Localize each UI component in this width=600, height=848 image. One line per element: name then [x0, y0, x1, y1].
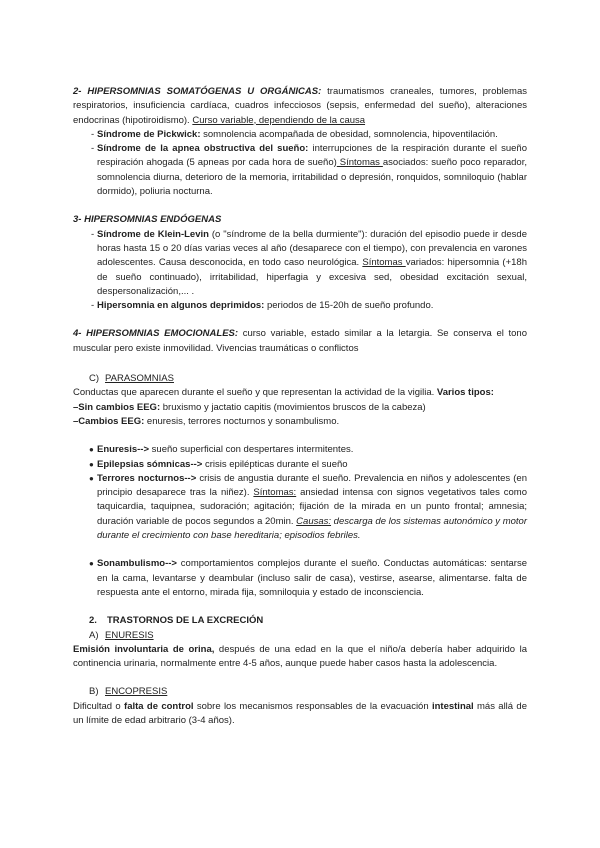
excrecion-heading	[73, 614, 527, 628]
list-item	[73, 557, 527, 600]
list-item	[73, 128, 527, 142]
dash-marker: -	[91, 228, 95, 240]
dash-marker: -	[91, 128, 95, 140]
encopresis-part: sobre los mecanismos responsables de la evacuación	[193, 700, 432, 712]
types-label: Varios tipos:	[436, 387, 494, 399]
parasomnias-heading	[73, 372, 527, 386]
heading-title: TRASTORNOS DE LA EXCRECIÓN	[107, 615, 264, 627]
item-term: Terrores nocturnos-->	[97, 472, 197, 484]
list-item	[73, 142, 527, 199]
eeg-text: bruxismo y jactatio capitis (movimientos bruscos de la cabeza)	[160, 401, 426, 413]
bullet-marker: ●	[89, 473, 94, 483]
underlined-label: Causas:	[296, 515, 332, 527]
section-text: traumatismos craneales, tumores, problemas respiratorios, insuficiencia cardíaca, cuadros infecciosos (sepsis, enfermedad del sueño), alteraciones endocrinas (hipotiroidismo).	[73, 86, 528, 126]
underlined-label: Síntomas:	[253, 487, 297, 499]
somatogenas-list	[73, 128, 527, 199]
section-title: 2- HIPERSOMNIAS SOMATÓGENAS U ORGÁNICAS:	[73, 86, 322, 97]
section-hipersomnias-endogenas	[73, 213, 527, 227]
item-text: crisis de angustia durante el sueño. Prevalencia en niños y adolescentes (en principio desaparece tras la niñez).	[97, 472, 527, 499]
item-term: Síndrome de Pickwick:	[97, 128, 201, 140]
section-text: curso variable, estado similar a la letargia. Se conserva el tono muscular pero existe inmovilidad. Vivencias traumáticas o conflictos	[73, 328, 527, 354]
intro-text: Conductas que aparecen durante el sueño y que representan la actividad de la vigilia.	[73, 387, 437, 399]
enuresis-heading	[73, 629, 527, 643]
item-term: Síndrome de la apnea obstructiva del sueño:	[97, 143, 309, 155]
list-item	[73, 458, 527, 472]
eeg-line-2	[73, 415, 527, 429]
encopresis-bold: falta de control	[124, 700, 194, 712]
document-page	[73, 85, 527, 728]
item-text: (o "síndrome de la bella durmiente"): duración del episodio puede ir desde horas hasta 15 o 20 días varias veces al año (desaparece con el tiempo), con prevalencia en varones adolescentes. Causa desconocida, en todo caso neurológica.	[97, 228, 527, 269]
eeg-text: enuresis, terrores nocturnos y sonambulismo.	[144, 415, 340, 427]
parasomnias-intro	[73, 386, 527, 400]
section-hipersomnias-emocionales	[73, 327, 527, 356]
encopresis-part: más allá de un límite de edad arbitrario (3-4 años).	[73, 700, 527, 726]
dash-marker: -	[91, 143, 95, 155]
heading-number: 2.	[89, 615, 97, 627]
item-text: interrupciones de la respiración durante el sueño respiración ahogada (5 apneas por cada hora de sueño)	[97, 143, 527, 169]
section-title: 4- HIPERSOMNIAS EMOCIONALES:	[73, 328, 239, 340]
eeg-line-1	[73, 401, 527, 415]
enuresis-text	[73, 643, 527, 672]
bullet-marker: ●	[89, 559, 94, 569]
item-term: Hipersomnia en algunos deprimidos:	[97, 300, 265, 312]
item-text-continued: variados: hipersomnia (+18h de sueño continuado), irritabilidad, hiperfagia y excesiva sed, obesidad excitación sexual, despersonalización,... .	[97, 257, 527, 297]
dash-marker: -	[91, 300, 95, 312]
item-text: comportamientos complejos durante el sueño. Conductas automáticas: sentarse en la cama, levantarse y deambular (incluso salir de casa), vestirse, asearse, alimentarse. falta de respuesta ante el entorno, mirada fija, somniloquia y estado de inconsciencia.	[97, 558, 527, 598]
heading-title: ENURESIS	[105, 629, 154, 641]
section-title: 3- HIPERSOMNIAS ENDÓGENAS	[73, 214, 222, 226]
underlined-text: Curso variable, dependiendo de la causa	[192, 114, 366, 126]
heading-title: ENCOPRESIS	[105, 686, 168, 698]
heading-label: C)	[89, 373, 100, 385]
enuresis-term: Emisión involuntaria de orina,	[73, 643, 215, 655]
encopresis-bold: intestinal	[431, 700, 474, 712]
item-text-italic: descarga de los sistemas autonómico y motor durante el crecimiento con base hereditaria; episodios febriles.	[97, 515, 527, 542]
endogenas-list	[73, 228, 527, 314]
underlined-label: Síntomas	[336, 157, 383, 169]
encopresis-text	[73, 700, 527, 729]
list-item	[73, 443, 527, 457]
underlined-label: Síntomas	[362, 257, 406, 269]
parasomnias-list	[73, 443, 527, 600]
heading-label: B)	[89, 686, 99, 698]
encopresis-part: Dificultad o	[73, 700, 125, 712]
list-item	[73, 472, 527, 543]
heading-label: A)	[89, 629, 99, 641]
item-term: Síndrome de Klein-Levin	[97, 228, 209, 240]
item-term: Enuresis-->	[97, 444, 150, 456]
item-text: crisis epilépticas durante el sueño	[202, 458, 348, 470]
bullet-marker: ●	[89, 459, 94, 469]
eeg-term: –Sin cambios EEG:	[73, 401, 161, 413]
list-item	[73, 228, 527, 299]
eeg-term: –Cambios EEG:	[73, 415, 145, 427]
item-text-continued: asociados: sueño poco reparador, somnolencia diurna, deterioro de la memoria, irritabilidad o depresión, ronquidos, somniloquio (hablar dormido), poliuria nocturna.	[97, 157, 527, 198]
section-hipersomnias-somatogenas	[73, 85, 527, 128]
item-text-continued: ansiedad intensa con signos vegetativos tales como taquicardia, taquipnea, sudoración; agitación; fijación de la mirada en un punto frontal; amnesia; duración variable de pocos segundos a 20min.	[97, 487, 527, 527]
item-text: somnolencia acompañada de obesidad, somnolencia, hipoventilación.	[200, 128, 498, 140]
item-term: Sonambulismo-->	[97, 558, 177, 570]
encopresis-heading	[73, 685, 527, 699]
item-text: sueño superficial con despertares intermitentes.	[149, 444, 354, 456]
enuresis-body: después de una edad en la que el niño/a debería haber adquirido la continencia urinaria, normalmente entre 4-5 años, aunque puede haber casos hasta la adolescencia.	[73, 643, 527, 670]
item-text: periodos de 15-20h de sueño profundo.	[264, 300, 434, 312]
heading-title: PARASOMNIAS	[105, 373, 174, 385]
bullet-marker: ●	[89, 445, 94, 455]
list-item	[73, 299, 527, 313]
item-term: Epilepsias sómnicas-->	[97, 458, 203, 470]
